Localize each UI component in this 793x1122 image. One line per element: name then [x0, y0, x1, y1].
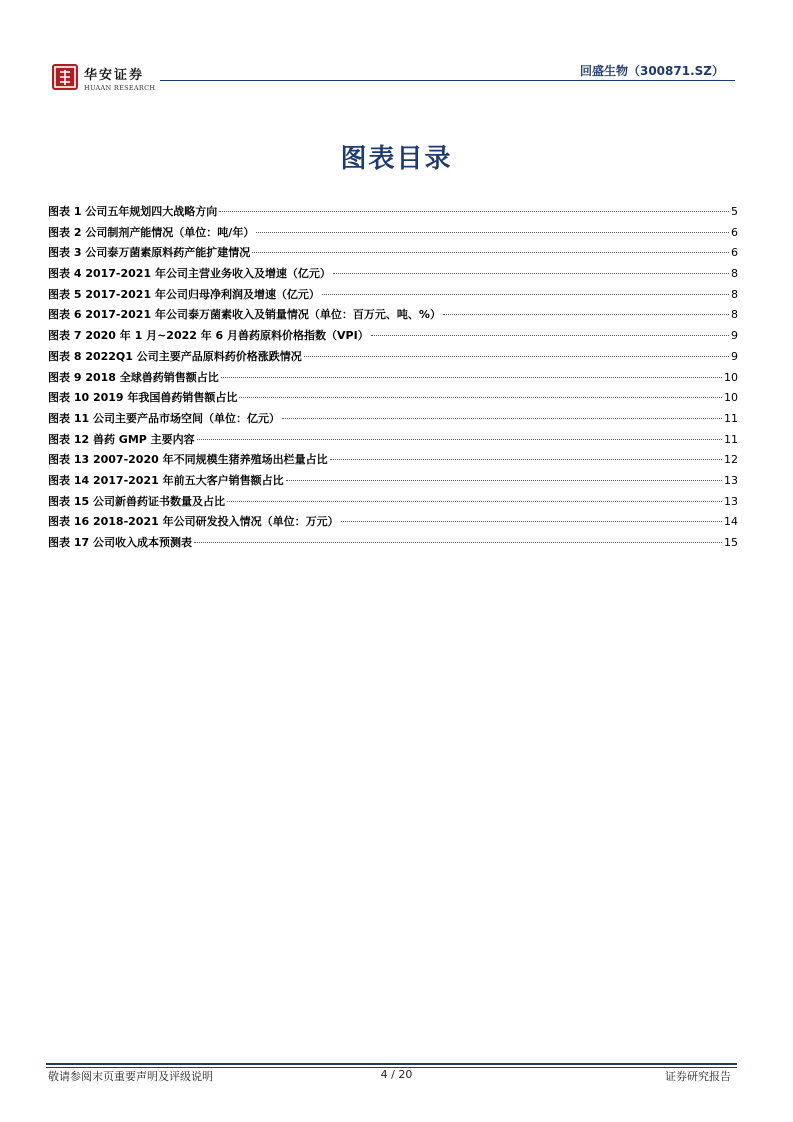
dot-leader — [286, 480, 722, 481]
dot-leader — [239, 397, 722, 398]
toc-entry-page: 9 — [731, 329, 738, 343]
dot-leader — [330, 459, 722, 460]
toc-entry[interactable] — [48, 305, 738, 326]
toc-entry-label: 图表 12 兽药 GMP 主要内容 — [48, 432, 195, 446]
toc-entry-page: 5 — [731, 205, 738, 218]
toc-entry[interactable] — [48, 512, 738, 533]
toc-entry[interactable] — [48, 243, 738, 264]
toc-entry-page: 6 — [731, 225, 738, 239]
toc-entry-label: 图表 11 公司主要产品市场空间（单位：亿元） — [48, 411, 280, 425]
toc-entry-page: 11 — [724, 411, 738, 425]
toc-entry-page: 12 — [724, 453, 738, 467]
toc-entry-page: 13 — [724, 494, 738, 508]
toc-entry[interactable] — [48, 223, 738, 244]
toc-entry-label: 图表 3 公司泰万菌素原料药产能扩建情况 — [48, 246, 251, 260]
toc-entry-label: 图表 7 2020 年 1 月~2022 年 6 月兽药原料价格指数（VPI） — [48, 329, 369, 343]
toc-entry[interactable] — [48, 264, 738, 285]
toc-entry-page: 13 — [724, 473, 738, 487]
toc-entry-label: 图表 5 2017-2021 年公司归母净利润及增速（亿元） — [48, 287, 320, 301]
toc-entry[interactable] — [48, 471, 738, 492]
toc-entry-label: 图表 10 2019 年我国兽药销售额占比 — [48, 391, 238, 405]
toc-entry-label: 图表 17 公司收入成本预测表 — [48, 536, 192, 549]
dot-leader — [282, 418, 722, 419]
dot-leader — [304, 356, 729, 357]
dot-leader — [252, 252, 729, 253]
toc-entry[interactable] — [48, 388, 738, 409]
toc-entry-page: 8 — [731, 287, 738, 301]
dot-leader — [194, 542, 722, 543]
toc-entry-label: 图表 16 2018-2021 年公司研发投入情况（单位：万元） — [48, 515, 339, 529]
dot-leader — [221, 377, 722, 378]
toc-entry[interactable] — [48, 285, 738, 306]
toc-entry[interactable] — [48, 450, 738, 471]
toc-entry[interactable] — [48, 202, 738, 223]
dot-leader — [256, 232, 729, 233]
footer-doc-type: 证券研究报告 — [665, 1070, 731, 1083]
toc-entry-label: 图表 14 2017-2021 年前五大客户销售额占比 — [48, 473, 284, 487]
toc-entry-label: 图表 15 公司新兽药证书数量及占比 — [48, 494, 225, 508]
toc-entry-label: 图表 6 2017-2021 年公司泰万菌素收入及销量情况（单位：百万元、吨、%） — [48, 308, 441, 322]
toc-entry-label: 图表 8 2022Q1 公司主要产品原料药价格涨跌情况 — [48, 349, 302, 363]
logo-english-name: HUAAN RESEARCH — [84, 84, 156, 92]
toc-entry[interactable] — [48, 492, 738, 513]
toc-list — [48, 202, 738, 554]
toc-entry[interactable] — [48, 368, 738, 389]
dot-leader — [322, 294, 729, 295]
page-indicator: 4 / 20 — [380, 1068, 413, 1081]
toc-entry[interactable] — [48, 326, 738, 347]
dot-leader — [219, 211, 729, 212]
toc-entry[interactable] — [48, 533, 738, 554]
toc-heading: 图表目录 — [340, 144, 453, 174]
toc-entry-page: 8 — [731, 267, 738, 281]
toc-entry-page: 14 — [724, 515, 738, 529]
toc-entry-label: 图表 1 公司五年规划四大战略方向 — [48, 205, 218, 218]
dot-leader — [443, 314, 729, 315]
toc-entry-label: 图表 4 2017-2021 年公司主营业务收入及增速（亿元） — [48, 267, 331, 281]
dot-leader — [197, 439, 722, 440]
toc-entry[interactable] — [48, 347, 738, 368]
toc-entry[interactable] — [48, 409, 738, 430]
toc-entry-page: 9 — [731, 349, 738, 363]
toc-entry-label: 图表 13 2007-2020 年不同规模生猪养殖场出栏量占比 — [48, 453, 328, 467]
toc-entry-label: 图表 2 公司制剂产能情况（单位：吨/年） — [48, 225, 255, 239]
toc-entry[interactable] — [48, 430, 738, 451]
seal-icon — [52, 64, 78, 90]
dot-leader — [371, 335, 729, 336]
footer-divider — [46, 1063, 737, 1065]
footer-disclaimer: 敬请参阅末页重要声明及评级说明 — [48, 1070, 213, 1083]
dot-leader — [333, 273, 729, 274]
report-title: 回盛生物（300871.SZ） — [579, 64, 724, 78]
toc-entry-label: 图表 9 2018 全球兽药销售额占比 — [48, 370, 219, 384]
dot-leader — [227, 501, 722, 502]
toc-entry-page: 15 — [724, 536, 738, 549]
dot-leader — [341, 521, 722, 522]
company-logo — [52, 62, 156, 96]
logo-chinese-name: 华安证券 — [84, 68, 145, 83]
header-divider — [160, 80, 735, 81]
toc-entry-page: 10 — [724, 370, 738, 384]
toc-entry-page: 8 — [731, 308, 738, 322]
toc-entry-page: 6 — [731, 246, 738, 260]
toc-entry-page: 11 — [724, 432, 738, 446]
toc-entry-page: 10 — [724, 391, 738, 405]
